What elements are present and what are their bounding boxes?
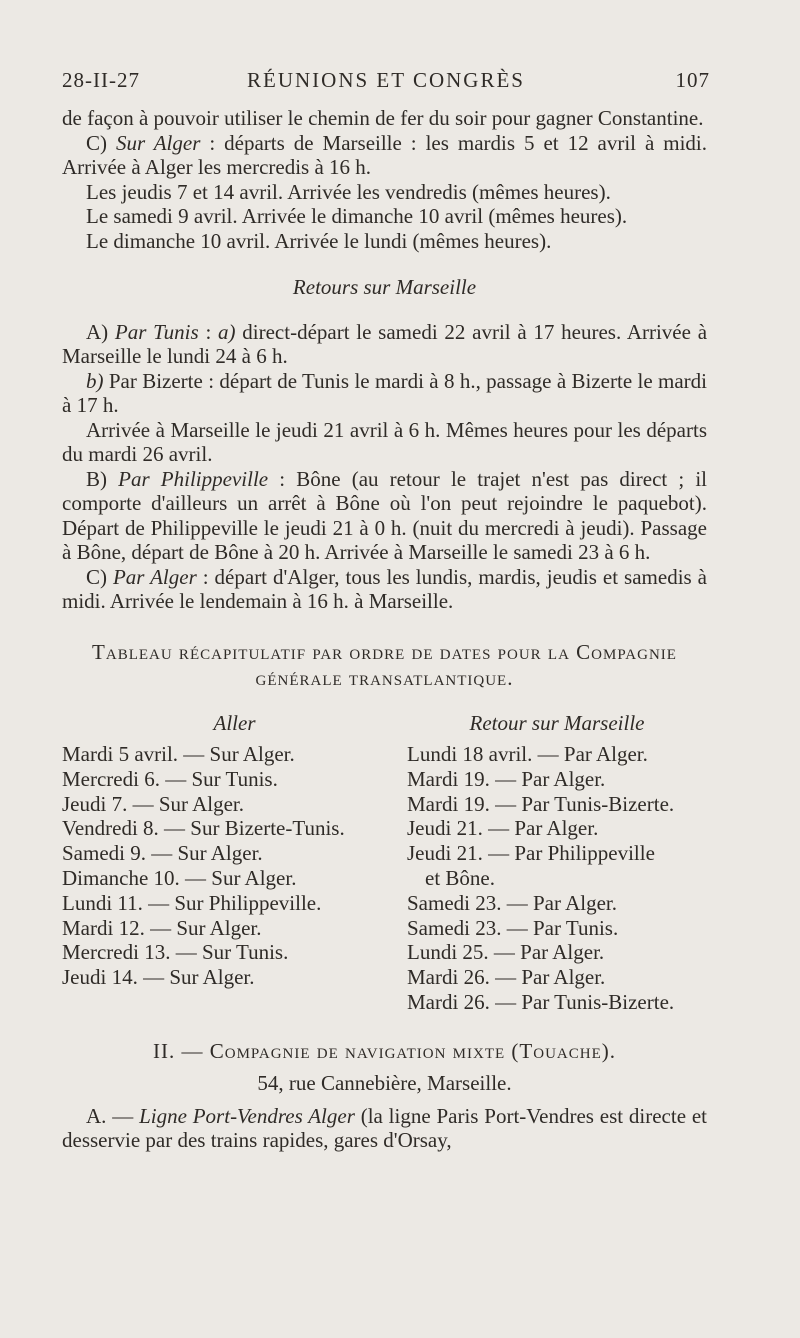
table-row: Jeudi 21. — Par Philippeville	[407, 841, 655, 866]
schedule-table	[62, 711, 707, 1015]
paragraph-par-bizerte	[62, 369, 707, 418]
paragraph-samedi: Le samedi 9 avril. Arrivée le dimanche 10 avril (mêmes heures).	[86, 204, 628, 228]
sub-marker-b: b)	[86, 368, 104, 393]
marker: C)	[86, 130, 107, 155]
aller-column	[62, 711, 407, 1015]
sub-marker-a: a)	[218, 319, 236, 344]
table-row: Mardi 19. — Par Tunis-Bizerte.	[407, 791, 675, 816]
table-row: Lundi 11. — Sur Philippeville.	[62, 890, 322, 915]
table-row: et Bône.	[425, 865, 495, 890]
retour-column	[407, 711, 707, 1015]
table-row: Mercredi 13. — Sur Tunis.	[62, 940, 289, 965]
label-port-vendres: Ligne Port-Vendres Alger	[139, 1103, 355, 1128]
marker: B)	[86, 466, 107, 491]
marker: A)	[86, 319, 109, 344]
table-row: Dimanche 10. — Sur Alger.	[62, 865, 297, 890]
section-heading-touache: II. — Compagnie de navigation mixte (Touache).	[153, 1038, 616, 1063]
page-number: 107	[675, 68, 710, 92]
table-row: Lundi 25. — Par Alger.	[407, 940, 605, 965]
paragraph-sur-alger	[62, 131, 707, 180]
company-address: 54, rue Cannebière, Marseille.	[257, 1071, 512, 1096]
paragraph-par-tunis: A) Par Tunis : a) direct-départ le samedi 22 avril à 17 heures. Arrivée à Marseille le lundi 24 à 6 h.	[62, 319, 708, 368]
running-title: RÉUNIONS ET CONGRÈS	[247, 68, 525, 92]
table-row: Mercredi 6. — Sur Tunis.	[62, 766, 278, 791]
running-header	[62, 68, 710, 98]
aller-heading: Aller	[213, 710, 256, 735]
table-row: Mardi 19. — Par Alger.	[407, 766, 606, 791]
marker: C)	[86, 564, 107, 589]
paragraph-port-vendres: A. — Ligne Port-Vendres Alger (la ligne Paris Port-Vendres est directe et desservie par des trains rapides, gares d'Orsay,	[62, 1103, 708, 1153]
table-heading: Tableau récapitulatif par ordre de dates pour la Compagnie générale transatlantique.	[92, 639, 677, 690]
text: : Bône (au retour le trajet n'est pas direct ; il comporte d'ailleurs un arrêt à Bône où l'on peut rejoindre le paquebot). Départ de Philippeville le jeudi 21 à 0 h. (nuit du mercredi à jeudi). Passage à Bône, départ de Bône à 20 h. Arrivée à Marseille le samedi 23 à 6 h.	[62, 466, 708, 564]
paragraph-arrivee-marseille: Arrivée à Marseille le jeudi 21 avril à 6 h. Mêmes heures pour les départs du mardi 26 avril.	[62, 417, 707, 466]
text: : départs de Marseille : les mardis 5 et 12 avril à midi. Arrivée à Alger les mercredis à 16 h.	[62, 130, 708, 179]
table-row: Lundi 18 avril. — Par Alger.	[407, 742, 648, 766]
label-sur-alger: Sur Alger	[115, 130, 201, 155]
text: : départ d'Alger, tous les lundis, mardis, jeudis et samedis à midi. Arrivée le lendemain à 16 h. à Marseille.	[62, 564, 707, 613]
table-row: Mardi 5 avril. — Sur Alger.	[62, 742, 295, 766]
section-heading-retours: Retours sur Marseille	[292, 275, 477, 299]
text: direct-départ le samedi 22 avril à 17 heures. Arrivée à Marseille le lundi 24 à 6 h.	[62, 319, 708, 368]
table-row: Jeudi 7. — Sur Alger.	[62, 791, 244, 816]
table-row: Mardi 26. — Par Tunis-Bizerte.	[407, 989, 675, 1014]
paragraph-constantine: de façon à pouvoir utiliser le chemin de fer du soir pour gagner Constantine.	[62, 106, 704, 130]
table-row: Mardi 26. — Par Alger.	[407, 965, 606, 990]
label-par-philippeville: Par Philippeville	[118, 466, 269, 491]
label-par-alger: Par Alger	[112, 564, 197, 589]
table-row: Jeudi 14. — Sur Alger.	[62, 965, 255, 990]
text: (la ligne Paris Port-Vendres est directe et desservie par des trains rapides, gares d'Orsay,	[62, 1103, 708, 1153]
label-par-tunis: Par Tunis	[114, 319, 199, 344]
table-row: Jeudi 21. — Par Alger.	[407, 816, 599, 841]
table-row: Samedi 9. — Sur Alger.	[62, 841, 263, 866]
retour-heading: Retour sur Marseille	[469, 710, 645, 735]
paragraph-par-alger	[62, 565, 707, 614]
paragraph-jeudis: Les jeudis 7 et 14 avril. Arrivée les vendredis (mêmes heures).	[86, 179, 611, 204]
text: Par Bizerte : départ de Tunis le mardi à 8 h., passage à Bizerte le mardi à 17 h.	[62, 368, 707, 417]
table-row: Samedi 23. — Par Alger.	[407, 890, 617, 915]
table-row: Vendredi 8. — Sur Bizerte-Tunis.	[62, 816, 345, 841]
date-folio: 28-II-27	[62, 68, 140, 92]
table-row: Mardi 12. — Sur Alger.	[62, 915, 262, 940]
table-row: Samedi 23. — Par Tunis.	[407, 915, 619, 940]
page-body	[62, 106, 707, 1153]
paragraph-dimanche: Le dimanche 10 avril. Arrivée le lundi (mêmes heures).	[86, 228, 552, 253]
marker: A.	[86, 1103, 107, 1128]
paragraph-par-philippeville	[62, 467, 707, 565]
